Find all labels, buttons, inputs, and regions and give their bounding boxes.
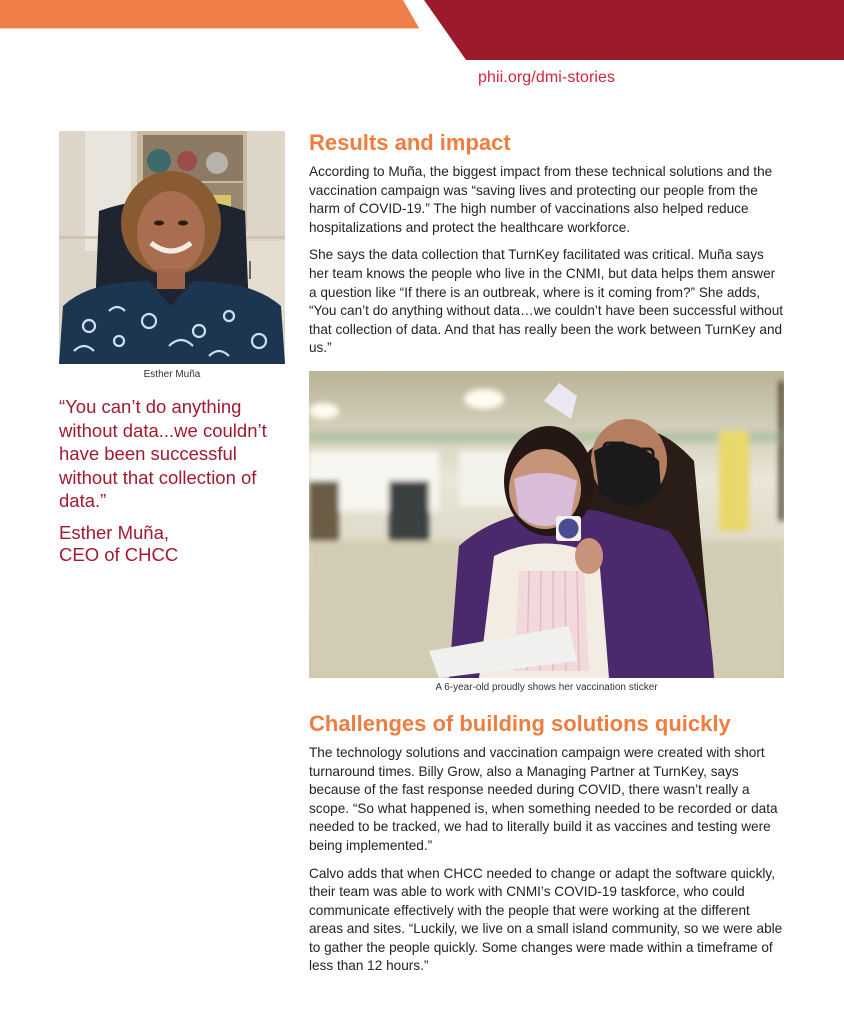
vaccination-photo-illustration <box>309 371 784 678</box>
paragraph: The technology solutions and vaccination campaign were created with short turnaround times. Billy Grow, also a Managing Partner at TurnKey, says because of the fast response needed during COVID, there wasn’t really a scope. “So what happened is, when something needed to be recorded or data needed to be tracked, we had to literally build it as vaccines and testing were being implemented.” <box>309 744 778 853</box>
site-link[interactable]: phii.org/dmi-stories <box>478 69 616 86</box>
section-heading-challenges: Challenges of building solutions quickly <box>309 710 731 736</box>
portrait-illustration <box>59 131 285 364</box>
section-heading-results: Results and impact <box>309 130 511 155</box>
sidebar <box>59 131 285 567</box>
vaccination-photo <box>309 371 784 678</box>
portrait-caption: Esther Muña <box>143 369 201 380</box>
attribution-name: Esther Muña, <box>59 521 170 543</box>
paragraph: Calvo adds that when CHCC needed to change or adapt the software quickly, their team was able to work with CNMI’s COVID-19 taskforce, who could communicate effectively with the people that were working at the different areas and sites. “Luckily, we live on a small island community, so we were able to gather the people quickly. Some changes were made within a timeframe of less than 12 hours.” <box>309 865 783 974</box>
pull-quote: “You can’t do anything without data...we couldn’t have been successful without that collection of data.” <box>59 396 267 511</box>
orange-band <box>0 0 419 28</box>
paragraph: She says the data collection that TurnKey facilitated was critical. Muña says her team knows the people who live in the CNMI, but data helps them answer a question like “If there is an outbreak, where is it coming from?” She adds, “You can’t do anything without data…we couldn’t have been successful without that collection of data. And that has really been the work between TurnKey and us.” <box>309 247 784 356</box>
quote-attribution <box>59 522 285 567</box>
main-content <box>309 129 784 976</box>
portrait-photo <box>59 131 285 364</box>
photo-caption: A 6-year-old proudly shows her vaccination sticker <box>435 681 658 693</box>
red-band <box>424 0 844 60</box>
paragraph: According to Muña, the biggest impact from these technical solutions and the vaccination campaign was “saving lives and protecting our people from the harm of COVID-19.” The high number of vaccinations also helped reduce hospitalizations and protect the healthcare workforce. <box>309 164 773 235</box>
header-banner <box>0 0 844 62</box>
attribution-title: CEO of CHCC <box>59 544 179 565</box>
